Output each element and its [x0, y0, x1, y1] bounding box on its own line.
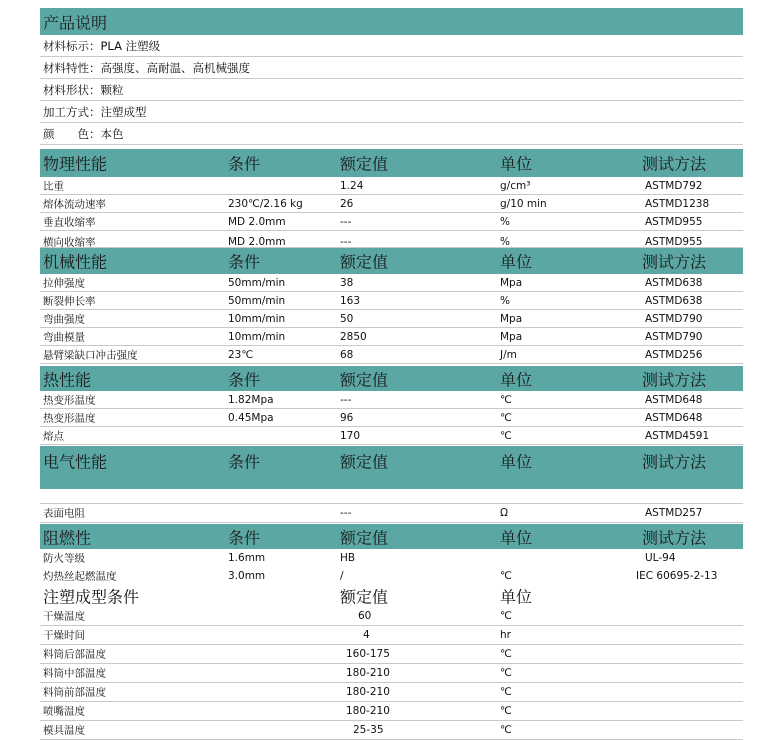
col-unit: 单位	[500, 587, 533, 607]
table-row	[40, 427, 743, 445]
col-unit: 单位	[500, 252, 533, 272]
col-method: 测试方法	[642, 252, 707, 272]
value: 26	[340, 197, 354, 210]
blank-row	[40, 489, 743, 504]
property: 垂直收缩率	[43, 216, 96, 228]
col-value: 额定值	[340, 528, 389, 547]
unit: ℃	[500, 429, 512, 442]
col-method: 测试方法	[642, 154, 707, 174]
property: 横向收缩率	[43, 236, 96, 248]
unit: Mpa	[500, 276, 523, 289]
method: ASTMD257	[645, 507, 703, 519]
unit: ℃	[500, 686, 512, 698]
property: 比重	[43, 180, 64, 192]
property: 弯曲模量	[43, 331, 85, 343]
value: 68	[340, 348, 354, 361]
condition: 1.6mm	[228, 552, 266, 564]
col-method: 测试方法	[642, 452, 707, 472]
col-unit: 单位	[500, 528, 533, 547]
method: ASTMD648	[645, 411, 703, 424]
unit: %	[500, 294, 510, 307]
col-condition: 条件	[228, 154, 261, 174]
property: 熔点	[43, 430, 64, 442]
table-row	[40, 567, 743, 585]
datasheet	[40, 8, 743, 740]
table-row	[40, 328, 743, 346]
section-title: 电气性能	[43, 452, 108, 472]
method: ASTMD955	[645, 215, 703, 228]
unit: ℃	[500, 411, 512, 424]
section-title: 注塑成型条件	[43, 587, 140, 607]
unit: ℃	[500, 705, 512, 717]
method: IEC 60695-2-13	[636, 570, 718, 582]
col-unit: 单位	[500, 370, 533, 389]
unit: %	[500, 236, 510, 248]
product-row	[40, 35, 743, 57]
method: ASTMD638	[645, 294, 703, 307]
property: 热变形温度	[43, 394, 96, 406]
table-row	[40, 195, 743, 213]
table-row	[40, 504, 743, 523]
unit: ℃	[500, 667, 512, 679]
table-row	[40, 274, 743, 292]
method: ASTMD790	[645, 312, 703, 325]
section-title: 物理性能	[43, 154, 108, 174]
property: 悬臂梁缺口冲击强度	[43, 349, 138, 361]
method: ASTMD4591	[645, 429, 710, 442]
property: 料筒前部温度	[43, 686, 106, 699]
table-row	[40, 292, 743, 310]
value: 2850	[340, 330, 367, 343]
unit: hr	[500, 629, 511, 641]
flame-header	[40, 524, 743, 549]
value: 96	[340, 411, 354, 424]
molding-header	[40, 585, 743, 607]
method: ASTMD790	[645, 330, 703, 343]
condition: 50mm/min	[228, 276, 286, 289]
property: 喷嘴温度	[43, 705, 85, 718]
method: ASTMD256	[645, 348, 703, 361]
col-value: 额定值	[340, 252, 389, 272]
col-unit: 单位	[500, 154, 533, 174]
col-value: 额定值	[340, 370, 389, 389]
unit: ℃	[500, 570, 512, 582]
value: 60	[358, 610, 372, 622]
property: 断裂伸长率	[43, 295, 96, 307]
value: 163	[340, 294, 361, 307]
unit: ℃	[500, 610, 512, 622]
col-value: 额定值	[340, 154, 389, 174]
value: ---	[340, 236, 352, 248]
product-text: 颜 色：本色	[43, 126, 124, 141]
method: ASTMD792	[645, 179, 703, 192]
value: 160-175	[346, 648, 390, 660]
property: 热变形温度	[43, 412, 96, 424]
product-text: 材料特性：高强度、高耐温、高机械强度	[43, 60, 250, 75]
product-row	[40, 57, 743, 79]
property: 料筒后部温度	[43, 648, 106, 661]
unit: %	[500, 215, 510, 228]
condition: 10mm/min	[228, 312, 286, 325]
property: 弯曲强度	[43, 313, 85, 325]
value: 1.24	[340, 179, 364, 192]
unit: Ω	[500, 507, 509, 519]
col-method: 测试方法	[642, 528, 707, 547]
condition: 50mm/min	[228, 294, 286, 307]
condition: 3.0mm	[228, 570, 266, 582]
property: 模具温度	[43, 724, 85, 737]
table-row	[40, 391, 743, 409]
value: 25-35	[353, 724, 384, 736]
col-condition: 条件	[228, 528, 261, 547]
method: ASTMD638	[645, 276, 703, 289]
table-row	[40, 626, 743, 645]
thermal-header	[40, 366, 743, 391]
property: 干燥时间	[43, 629, 85, 642]
value: /	[340, 570, 344, 582]
physical-header	[40, 149, 743, 177]
col-method: 测试方法	[642, 370, 707, 389]
property: 表面电阻	[43, 507, 85, 520]
value: 180-210	[346, 705, 390, 717]
product-header	[40, 8, 743, 35]
condition: 0.45Mpa	[228, 411, 274, 424]
product-row	[40, 101, 743, 123]
product-text: 材料形状：颗粒	[43, 82, 124, 97]
table-row	[40, 549, 743, 567]
property: 拉伸强度	[43, 277, 85, 289]
condition: 23℃	[228, 348, 254, 361]
col-condition: 条件	[228, 252, 261, 272]
product-row	[40, 79, 743, 101]
value: 4	[363, 629, 370, 641]
table-row	[40, 645, 743, 664]
table-row	[40, 231, 743, 248]
value: HB	[340, 552, 356, 564]
product-title: 产品说明	[43, 13, 108, 32]
table-row	[40, 310, 743, 328]
value: 180-210	[346, 686, 390, 698]
condition: 10mm/min	[228, 330, 286, 343]
value: 50	[340, 312, 354, 325]
table-row	[40, 177, 743, 195]
unit: J/m	[500, 348, 517, 361]
condition: MD 2.0mm	[228, 236, 286, 248]
mechanical-header	[40, 248, 743, 274]
unit: g/cm³	[500, 179, 531, 192]
table-row	[40, 683, 743, 702]
unit: ℃	[500, 648, 512, 660]
property: 防火等级	[43, 552, 85, 565]
product-text: 材料标示：PLA 注塑级	[43, 38, 161, 53]
value: ---	[340, 215, 352, 228]
unit: g/10 min	[500, 197, 547, 210]
value: ---	[340, 393, 352, 406]
unit: Mpa	[500, 330, 523, 343]
col-condition: 条件	[228, 370, 261, 389]
table-row	[40, 409, 743, 427]
table-row	[40, 721, 743, 740]
unit: ℃	[500, 724, 512, 736]
col-value: 额定值	[340, 452, 389, 472]
value: 170	[340, 429, 361, 442]
product-row	[40, 123, 743, 145]
condition: MD 2.0mm	[228, 215, 286, 228]
table-row	[40, 213, 743, 231]
col-unit: 单位	[500, 452, 533, 472]
col-value: 额定值	[340, 587, 389, 607]
condition: 230℃/2.16 kg	[228, 197, 303, 210]
method: UL-94	[645, 552, 676, 564]
table-row	[40, 702, 743, 721]
col-condition: 条件	[228, 452, 261, 472]
value: 38	[340, 276, 354, 289]
method: ASTMD955	[645, 236, 703, 248]
section-title: 热性能	[43, 370, 92, 389]
property: 灼热丝起燃温度	[43, 570, 117, 583]
table-row	[40, 664, 743, 683]
section-title: 机械性能	[43, 252, 108, 272]
electrical-header	[40, 446, 743, 489]
section-title: 阻燃性	[43, 528, 92, 547]
unit: Mpa	[500, 312, 523, 325]
value: ---	[340, 507, 352, 519]
table-row	[40, 346, 743, 364]
property: 熔体流动速率	[43, 198, 106, 210]
table-row	[40, 607, 743, 626]
method: ASTMD648	[645, 393, 703, 406]
condition: 1.82Mpa	[228, 393, 274, 406]
method: ASTMD1238	[645, 197, 710, 210]
property: 料筒中部温度	[43, 667, 106, 680]
value: 180-210	[346, 667, 390, 679]
property: 干燥温度	[43, 610, 85, 623]
unit: ℃	[500, 393, 512, 406]
product-text: 加工方式：注塑成型	[43, 104, 147, 119]
